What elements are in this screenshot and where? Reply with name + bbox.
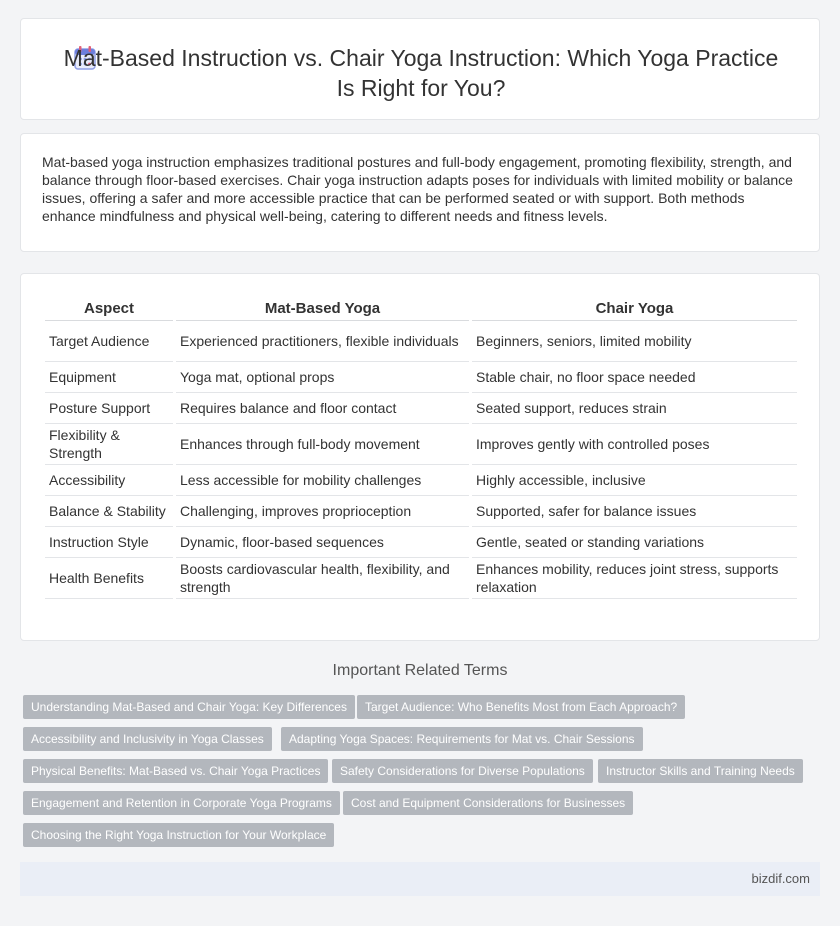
related-term-tag[interactable]: Engagement and Retention in Corporate Yoga Programs xyxy=(23,791,340,815)
table-cell: Posture Support xyxy=(45,393,173,424)
related-term-tag[interactable]: Instructor Skills and Training Needs xyxy=(598,759,803,783)
column-header: Chair Yoga xyxy=(472,294,797,321)
table-row xyxy=(45,362,797,393)
table-cell: Yoga mat, optional props xyxy=(176,362,469,393)
intro-card xyxy=(20,133,820,252)
table-cell: Highly accessible, inclusive xyxy=(472,465,797,496)
related-term-tag[interactable]: Adapting Yoga Spaces: Requirements for Mat vs. Chair Sessions xyxy=(281,727,643,751)
table-row xyxy=(45,465,797,496)
table-header-row xyxy=(45,294,797,321)
related-term-tag[interactable]: Cost and Equipment Considerations for Businesses xyxy=(343,791,633,815)
table-row xyxy=(45,496,797,527)
comparison-card xyxy=(20,273,820,641)
table-cell: Balance & Stability xyxy=(45,496,173,527)
table-cell: Enhances through full-body movement xyxy=(176,424,469,465)
table-cell: Challenging, improves proprioception xyxy=(176,496,469,527)
related-term-tag[interactable]: Target Audience: Who Benefits Most from Each Approach? xyxy=(357,695,685,719)
table-cell: Improves gently with controlled poses xyxy=(472,424,797,465)
table-cell: Less accessible for mobility challenges xyxy=(176,465,469,496)
footer-site-link[interactable]: bizdif.com xyxy=(751,871,810,886)
table-cell: Enhances mobility, reduces joint stress, supports relaxation xyxy=(472,558,797,599)
table-row xyxy=(45,527,797,558)
table-cell: Gentle, seated or standing variations xyxy=(472,527,797,558)
related-term-tag[interactable]: Choosing the Right Yoga Instruction for Your Workplace xyxy=(23,823,334,847)
related-term-tag[interactable]: Safety Considerations for Diverse Populations xyxy=(332,759,593,783)
table-cell: Requires balance and floor contact xyxy=(176,393,469,424)
table-cell: Boosts cardiovascular health, flexibility, and strength xyxy=(176,558,469,599)
table-cell: Instruction Style xyxy=(45,527,173,558)
table-cell: Health Benefits xyxy=(45,558,173,599)
related-term-tag[interactable]: Accessibility and Inclusivity in Yoga Classes xyxy=(23,727,272,751)
page-title: Mat-Based Instruction vs. Chair Yoga Instruction: Which Yoga Practice Is Right for You? xyxy=(63,45,779,101)
related-term-tag[interactable]: Understanding Mat-Based and Chair Yoga: Key Differences xyxy=(23,695,355,719)
table-cell: Beginners, seniors, limited mobility xyxy=(472,321,797,362)
table-cell: Target Audience xyxy=(45,321,173,362)
table-cell: Equipment xyxy=(45,362,173,393)
column-header: Aspect xyxy=(45,294,173,321)
table-row xyxy=(45,321,797,362)
related-terms-title: Important Related Terms xyxy=(332,662,508,679)
table-row xyxy=(45,393,797,424)
table-cell: Accessibility xyxy=(45,465,173,496)
table-cell: Experienced practitioners, flexible individuals xyxy=(176,321,469,362)
table-cell: Supported, safer for balance issues xyxy=(472,496,797,527)
header-card xyxy=(20,18,820,120)
table-cell: Dynamic, floor-based sequences xyxy=(176,527,469,558)
comparison-table xyxy=(42,294,800,599)
column-header: Mat-Based Yoga xyxy=(176,294,469,321)
table-row xyxy=(45,424,797,465)
table-cell: Stable chair, no floor space needed xyxy=(472,362,797,393)
table-cell: Flexibility & Strength xyxy=(45,424,173,465)
intro-text: Mat-based yoga instruction emphasizes traditional postures and full-body engagement, promoting flexibility, strength, and balance through floor-based exercises. Chair yoga instruction adapts poses for individuals with limited mobility or balance issues, offering a safer and more accessible practice that can be performed seated or with support. Both methods enhance mindfulness and physical well-being, catering to different needs and fitness levels. xyxy=(42,154,793,224)
footer xyxy=(20,862,820,896)
table-row xyxy=(45,558,797,599)
related-term-tag[interactable]: Physical Benefits: Mat-Based vs. Chair Yoga Practices xyxy=(23,759,328,783)
table-cell: Seated support, reduces strain xyxy=(472,393,797,424)
